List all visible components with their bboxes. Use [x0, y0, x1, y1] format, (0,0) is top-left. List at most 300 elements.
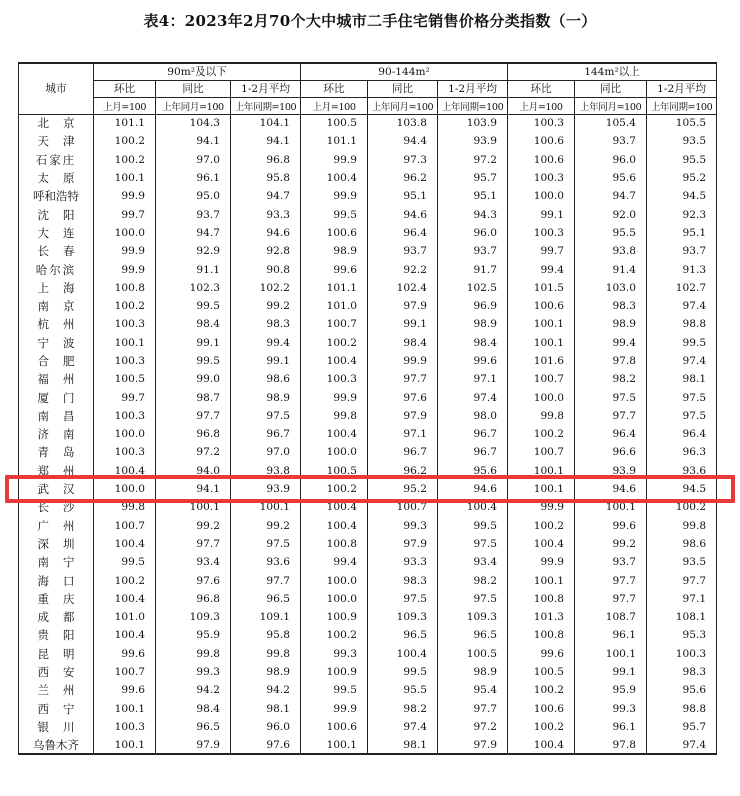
index-value-cell: 95.5 — [368, 681, 438, 699]
table-row — [19, 498, 717, 516]
index-value-cell: 100.1 — [231, 498, 301, 516]
index-value-cell: 94.6 — [438, 480, 508, 498]
index-value-cell: 100.2 — [94, 571, 156, 589]
index-value-cell: 97.0 — [156, 151, 231, 169]
index-value-cell: 100.1 — [508, 571, 575, 589]
table-row — [19, 132, 717, 150]
index-value-cell: 93.9 — [575, 462, 647, 480]
index-value-cell: 100.6 — [508, 700, 575, 718]
index-value-cell: 99.9 — [94, 242, 156, 260]
index-value-cell: 103.8 — [368, 114, 438, 132]
index-value-cell: 98.4 — [438, 334, 508, 352]
index-value-cell: 97.5 — [231, 535, 301, 553]
city-name: 南昌 — [37, 408, 89, 423]
city-cell — [19, 480, 94, 498]
city-cell — [19, 151, 94, 169]
index-value-cell: 100.1 — [94, 169, 156, 187]
index-value-cell: 96.4 — [575, 425, 647, 443]
index-value-cell: 100.4 — [368, 645, 438, 663]
index-value-cell: 102.2 — [231, 279, 301, 297]
index-value-cell: 92.0 — [575, 205, 647, 223]
index-value-cell: 100.6 — [508, 132, 575, 150]
index-value-cell: 93.7 — [368, 242, 438, 260]
index-value-cell: 94.6 — [231, 224, 301, 242]
index-value-cell: 100.6 — [508, 297, 575, 315]
table-row — [19, 334, 717, 352]
index-value-cell: 97.2 — [438, 718, 508, 736]
index-value-cell: 100.0 — [301, 443, 368, 461]
index-value-cell: 100.4 — [94, 462, 156, 480]
index-value-cell: 92.3 — [647, 205, 717, 223]
table-row — [19, 663, 717, 681]
city-cell — [19, 498, 94, 516]
index-value-cell: 96.8 — [156, 425, 231, 443]
city-name: 南京 — [37, 299, 89, 314]
index-value-cell: 93.7 — [575, 132, 647, 150]
city-cell — [19, 279, 94, 297]
index-value-cell: 99.6 — [94, 681, 156, 699]
index-value-cell: 100.4 — [508, 535, 575, 553]
index-value-cell: 98.6 — [231, 370, 301, 388]
index-value-cell: 100.8 — [94, 279, 156, 297]
index-value-cell: 97.4 — [647, 736, 717, 754]
index-value-cell: 97.7 — [575, 571, 647, 589]
index-value-cell: 97.8 — [575, 736, 647, 754]
city-cell — [19, 242, 94, 260]
index-value-cell: 100.5 — [94, 370, 156, 388]
index-value-cell: 100.2 — [508, 718, 575, 736]
index-value-cell: 99.3 — [368, 517, 438, 535]
index-value-cell: 96.2 — [368, 169, 438, 187]
table-row — [19, 626, 717, 644]
index-value-cell: 100.7 — [508, 443, 575, 461]
table-row — [19, 315, 717, 333]
index-value-cell: 99.9 — [94, 187, 156, 205]
index-value-cell: 96.7 — [438, 425, 508, 443]
index-value-cell: 100.4 — [301, 425, 368, 443]
index-value-cell: 100.3 — [94, 407, 156, 425]
index-value-cell: 96.1 — [575, 718, 647, 736]
index-value-cell: 97.5 — [438, 535, 508, 553]
city-name: 南宁 — [37, 555, 89, 570]
index-value-cell: 100.4 — [508, 736, 575, 754]
index-value-cell: 97.7 — [368, 370, 438, 388]
index-value-cell: 99.2 — [231, 297, 301, 315]
index-value-cell: 96.0 — [438, 224, 508, 242]
index-value-cell: 100.9 — [301, 608, 368, 626]
group-header-large: 144m²以上 — [508, 63, 717, 80]
index-value-cell: 98.0 — [438, 407, 508, 425]
table-row — [19, 151, 717, 169]
base-header: 上年同月=100 — [575, 97, 647, 114]
index-value-cell: 98.8 — [647, 315, 717, 333]
index-value-cell: 100.0 — [301, 571, 368, 589]
index-value-cell: 99.5 — [156, 297, 231, 315]
index-value-cell: 100.5 — [301, 114, 368, 132]
index-value-cell: 95.5 — [647, 151, 717, 169]
index-value-cell: 100.3 — [508, 114, 575, 132]
index-value-cell: 99.6 — [438, 352, 508, 370]
index-value-cell: 100.0 — [94, 425, 156, 443]
base-header: 上月=100 — [94, 97, 156, 114]
table-row — [19, 169, 717, 187]
index-value-cell: 100.6 — [301, 224, 368, 242]
metric-header: 同比 — [156, 80, 231, 97]
base-header: 上月=100 — [301, 97, 368, 114]
city-name: 合肥 — [37, 354, 89, 368]
index-value-cell: 99.5 — [301, 205, 368, 223]
index-value-cell: 93.4 — [156, 553, 231, 571]
index-value-cell: 95.1 — [368, 187, 438, 205]
table-row — [19, 553, 717, 571]
index-value-cell: 96.5 — [156, 718, 231, 736]
index-value-cell: 93.9 — [231, 480, 301, 498]
index-value-cell: 93.6 — [647, 462, 717, 480]
table-row — [19, 297, 717, 315]
index-value-cell: 91.1 — [156, 260, 231, 278]
index-value-cell: 99.5 — [301, 681, 368, 699]
index-value-cell: 96.4 — [647, 425, 717, 443]
index-value-cell: 98.9 — [575, 315, 647, 333]
index-value-cell: 100.0 — [508, 187, 575, 205]
index-value-cell: 94.0 — [156, 462, 231, 480]
index-value-cell: 99.6 — [508, 645, 575, 663]
index-value-cell: 96.3 — [647, 443, 717, 461]
index-value-cell: 100.6 — [508, 151, 575, 169]
index-value-cell: 95.1 — [647, 224, 717, 242]
index-value-cell: 100.7 — [94, 517, 156, 535]
index-value-cell: 100.4 — [94, 535, 156, 553]
group-header-medium: 90-144m² — [301, 63, 508, 80]
city-name: 银川 — [37, 719, 89, 734]
city-cell — [19, 334, 94, 352]
city-cell — [19, 370, 94, 388]
index-value-cell: 99.8 — [508, 407, 575, 425]
index-value-cell: 93.8 — [575, 242, 647, 260]
index-value-cell: 100.5 — [508, 663, 575, 681]
index-value-cell: 100.1 — [575, 645, 647, 663]
index-value-cell: 101.0 — [94, 608, 156, 626]
index-value-cell: 95.3 — [647, 626, 717, 644]
index-value-cell: 108.7 — [575, 608, 647, 626]
table-row — [19, 700, 717, 718]
index-value-cell: 96.5 — [368, 626, 438, 644]
city-name: 西宁 — [37, 701, 89, 716]
city-name: 杭州 — [37, 317, 89, 332]
city-name: 长春 — [37, 244, 89, 259]
city-cell — [19, 224, 94, 242]
city-name: 大连 — [37, 225, 89, 240]
table-row — [19, 718, 717, 736]
index-value-cell: 99.3 — [301, 645, 368, 663]
table-row — [19, 462, 717, 480]
city-name: 石家庄 — [35, 152, 77, 167]
index-value-cell: 101.0 — [301, 297, 368, 315]
index-value-cell: 98.2 — [575, 370, 647, 388]
index-value-cell: 99.2 — [575, 535, 647, 553]
city-cell — [19, 645, 94, 663]
index-value-cell: 100.4 — [301, 498, 368, 516]
city-cell — [19, 608, 94, 626]
index-value-cell: 100.2 — [301, 334, 368, 352]
index-value-cell: 101.6 — [508, 352, 575, 370]
city-cell — [19, 315, 94, 333]
index-value-cell: 102.3 — [156, 279, 231, 297]
city-cell — [19, 205, 94, 223]
index-value-cell: 100.1 — [508, 462, 575, 480]
index-value-cell: 93.5 — [647, 132, 717, 150]
index-value-cell: 97.3 — [368, 151, 438, 169]
index-value-cell: 98.1 — [647, 370, 717, 388]
index-value-cell: 95.2 — [368, 480, 438, 498]
index-value-cell: 100.2 — [508, 517, 575, 535]
index-value-cell: 97.4 — [368, 718, 438, 736]
index-value-cell: 96.1 — [156, 169, 231, 187]
index-value-cell: 100.9 — [301, 663, 368, 681]
index-value-cell: 99.1 — [231, 352, 301, 370]
city-column-header: 城市 — [19, 63, 94, 114]
index-value-cell: 100.3 — [508, 169, 575, 187]
index-value-cell: 97.7 — [575, 590, 647, 608]
index-value-cell: 100.1 — [94, 700, 156, 718]
index-value-cell: 98.6 — [647, 535, 717, 553]
index-value-cell: 95.6 — [647, 681, 717, 699]
index-value-cell: 101.1 — [301, 132, 368, 150]
index-value-cell: 100.4 — [301, 169, 368, 187]
index-value-cell: 94.7 — [575, 187, 647, 205]
index-value-cell: 97.1 — [438, 370, 508, 388]
index-value-cell: 92.2 — [368, 260, 438, 278]
index-value-cell: 103.0 — [575, 279, 647, 297]
city-cell — [19, 535, 94, 553]
index-value-cell: 97.7 — [647, 571, 717, 589]
city-name: 郑州 — [37, 463, 89, 478]
index-value-cell: 96.9 — [438, 297, 508, 315]
index-value-cell: 102.7 — [647, 279, 717, 297]
city-name: 成都 — [37, 610, 89, 625]
index-value-cell: 97.9 — [438, 736, 508, 754]
price-index-table — [18, 62, 717, 755]
city-cell — [19, 352, 94, 370]
index-value-cell: 95.9 — [575, 681, 647, 699]
index-value-cell: 99.9 — [368, 352, 438, 370]
index-value-cell: 94.2 — [231, 681, 301, 699]
city-name: 天津 — [37, 134, 89, 149]
index-value-cell: 95.1 — [438, 187, 508, 205]
city-name: 沈阳 — [37, 207, 89, 222]
city-cell — [19, 297, 94, 315]
table-row — [19, 645, 717, 663]
index-value-cell: 99.9 — [508, 498, 575, 516]
index-value-cell: 99.8 — [94, 498, 156, 516]
index-value-cell: 94.1 — [231, 132, 301, 150]
index-value-cell: 100.1 — [94, 334, 156, 352]
table-row — [19, 352, 717, 370]
city-cell — [19, 132, 94, 150]
index-value-cell: 93.4 — [438, 553, 508, 571]
index-value-cell: 98.1 — [231, 700, 301, 718]
index-value-cell: 101.5 — [508, 279, 575, 297]
index-value-cell: 93.3 — [368, 553, 438, 571]
index-value-cell: 105.5 — [647, 114, 717, 132]
city-name: 北京 — [37, 116, 89, 131]
index-value-cell: 93.5 — [647, 553, 717, 571]
index-value-cell: 100.7 — [508, 370, 575, 388]
index-value-cell: 100.1 — [508, 315, 575, 333]
index-value-cell: 100.0 — [94, 224, 156, 242]
index-value-cell: 99.4 — [575, 334, 647, 352]
index-value-cell: 98.4 — [156, 700, 231, 718]
index-value-cell: 100.8 — [508, 590, 575, 608]
index-value-cell: 93.9 — [438, 132, 508, 150]
index-value-cell: 94.6 — [575, 480, 647, 498]
city-name: 长沙 — [37, 500, 89, 515]
index-value-cell: 94.7 — [231, 187, 301, 205]
index-value-cell: 97.7 — [231, 571, 301, 589]
index-value-cell: 97.9 — [156, 736, 231, 754]
index-value-cell: 98.3 — [231, 315, 301, 333]
index-value-cell: 100.7 — [368, 498, 438, 516]
index-value-cell: 100.8 — [301, 535, 368, 553]
index-value-cell: 99.9 — [94, 260, 156, 278]
index-value-cell: 100.5 — [438, 645, 508, 663]
city-name: 西安 — [37, 665, 89, 680]
index-value-cell: 100.1 — [156, 498, 231, 516]
table-row — [19, 571, 717, 589]
metric-header: 同比 — [575, 80, 647, 97]
table-row — [19, 535, 717, 553]
index-value-cell: 97.4 — [647, 352, 717, 370]
index-value-cell: 95.8 — [231, 626, 301, 644]
index-value-cell: 97.6 — [156, 571, 231, 589]
index-value-cell: 99.7 — [94, 388, 156, 406]
index-value-cell: 100.4 — [301, 517, 368, 535]
index-value-cell: 102.5 — [438, 279, 508, 297]
index-value-cell: 100.3 — [301, 370, 368, 388]
table-row — [19, 370, 717, 388]
city-name: 上海 — [37, 280, 89, 295]
index-value-cell: 100.0 — [94, 480, 156, 498]
index-value-cell: 95.2 — [647, 169, 717, 187]
index-value-cell: 109.3 — [156, 608, 231, 626]
table-row — [19, 681, 717, 699]
index-value-cell: 99.8 — [231, 645, 301, 663]
index-value-cell: 92.9 — [156, 242, 231, 260]
index-value-cell: 97.8 — [575, 352, 647, 370]
city-cell — [19, 681, 94, 699]
index-value-cell: 98.8 — [647, 700, 717, 718]
city-cell — [19, 571, 94, 589]
city-cell — [19, 663, 94, 681]
index-value-cell: 97.9 — [368, 297, 438, 315]
index-value-cell: 98.4 — [368, 334, 438, 352]
index-value-cell: 100.5 — [301, 462, 368, 480]
table-row — [19, 224, 717, 242]
index-value-cell: 100.4 — [94, 590, 156, 608]
index-value-cell: 100.7 — [301, 315, 368, 333]
base-header: 上年同期=100 — [438, 97, 508, 114]
index-value-cell: 97.5 — [231, 407, 301, 425]
index-value-cell: 109.1 — [231, 608, 301, 626]
index-value-cell: 96.0 — [231, 718, 301, 736]
index-value-cell: 100.8 — [508, 626, 575, 644]
index-value-cell: 100.0 — [301, 590, 368, 608]
city-cell — [19, 425, 94, 443]
index-value-cell: 97.1 — [647, 590, 717, 608]
index-value-cell: 100.1 — [94, 736, 156, 754]
index-value-cell: 97.5 — [368, 590, 438, 608]
city-name: 济南 — [37, 427, 89, 442]
index-value-cell: 93.8 — [231, 462, 301, 480]
index-value-cell: 94.2 — [156, 681, 231, 699]
base-header: 上年同月=100 — [156, 97, 231, 114]
index-value-cell: 94.3 — [438, 205, 508, 223]
index-value-cell: 99.6 — [575, 517, 647, 535]
header-row-groups — [19, 63, 717, 80]
index-value-cell: 97.7 — [156, 407, 231, 425]
index-value-cell: 99.6 — [94, 645, 156, 663]
city-cell — [19, 187, 94, 205]
index-value-cell: 99.5 — [94, 553, 156, 571]
index-value-cell: 102.4 — [368, 279, 438, 297]
index-value-cell: 94.6 — [368, 205, 438, 223]
table-row — [19, 388, 717, 406]
city-name: 深圳 — [37, 536, 89, 551]
index-value-cell: 95.9 — [156, 626, 231, 644]
city-name: 广州 — [37, 518, 89, 533]
index-value-cell: 93.7 — [156, 205, 231, 223]
index-value-cell: 100.1 — [575, 498, 647, 516]
table-body — [19, 114, 717, 754]
index-value-cell: 101.3 — [508, 608, 575, 626]
index-value-cell: 97.9 — [368, 407, 438, 425]
city-name: 青岛 — [37, 445, 89, 460]
index-value-cell: 98.1 — [368, 736, 438, 754]
index-value-cell: 97.6 — [231, 736, 301, 754]
index-value-cell: 93.3 — [231, 205, 301, 223]
index-value-cell: 100.2 — [647, 498, 717, 516]
table-row — [19, 407, 717, 425]
index-value-cell: 94.7 — [156, 224, 231, 242]
city-cell — [19, 736, 94, 754]
index-value-cell: 104.1 — [231, 114, 301, 132]
index-value-cell: 96.1 — [575, 626, 647, 644]
index-value-cell: 108.1 — [647, 608, 717, 626]
index-value-cell: 94.5 — [647, 480, 717, 498]
city-name: 重庆 — [37, 591, 89, 606]
index-value-cell: 100.2 — [508, 425, 575, 443]
base-header: 上月=100 — [508, 97, 575, 114]
base-header: 上年同期=100 — [231, 97, 301, 114]
index-value-cell: 98.2 — [438, 571, 508, 589]
index-value-cell: 99.8 — [647, 517, 717, 535]
index-value-cell: 100.7 — [94, 663, 156, 681]
city-name: 太原 — [37, 171, 89, 186]
table-title: 表4：2023年2月70个大中城市二手住宅销售价格分类指数（一） — [143, 12, 597, 30]
metric-header: 1-2月平均 — [231, 80, 301, 97]
index-value-cell: 100.2 — [94, 132, 156, 150]
index-value-cell: 94.1 — [156, 132, 231, 150]
index-value-cell: 94.5 — [647, 187, 717, 205]
index-value-cell: 99.4 — [301, 553, 368, 571]
index-value-cell: 97.1 — [368, 425, 438, 443]
index-value-cell: 96.7 — [368, 443, 438, 461]
index-value-cell: 99.9 — [301, 187, 368, 205]
index-value-cell: 100.1 — [301, 736, 368, 754]
index-value-cell: 100.4 — [438, 498, 508, 516]
index-value-cell: 91.7 — [438, 260, 508, 278]
city-name: 兰州 — [37, 683, 89, 698]
